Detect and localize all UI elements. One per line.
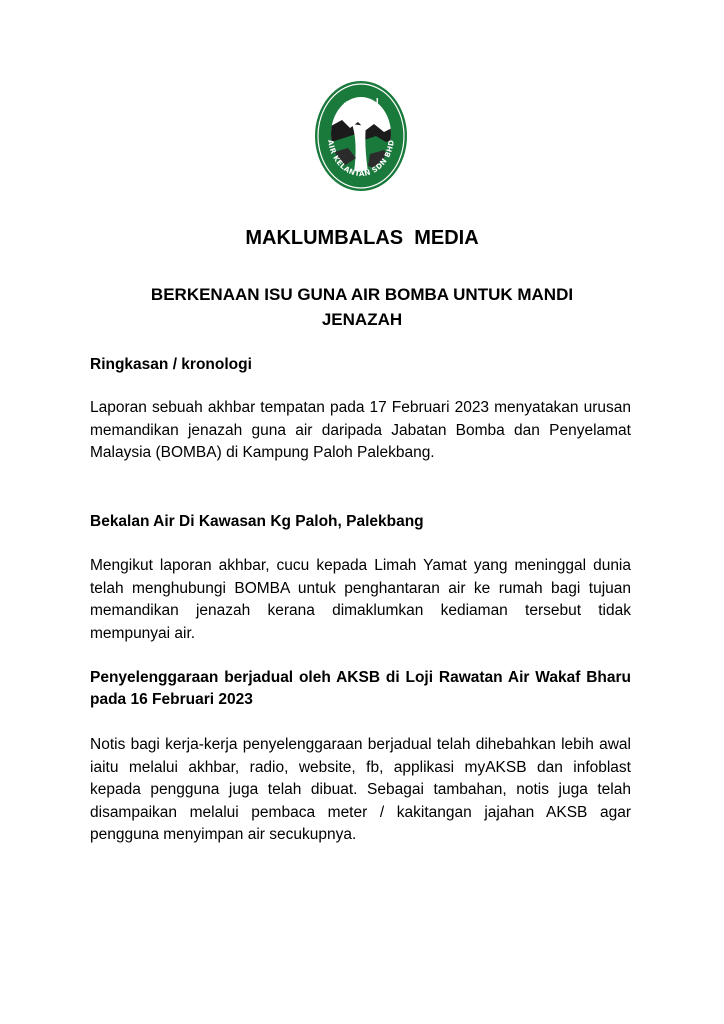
logo-arc-text: AIR KELANTAN SDN BHD xyxy=(326,139,396,179)
document-subtitle: BERKENAAN ISU GUNA AIR BOMBA UNTUK MANDI JENAZAH xyxy=(150,285,574,329)
logo-emblem xyxy=(314,80,408,192)
air-kelantan-logo xyxy=(314,80,408,192)
section-heading-penyelenggaraan: Penyelenggaraan berjadual oleh AKSB di Loji Rawatan Air Wakaf Bharu pada 16 Februari 2023 xyxy=(90,669,631,708)
document-title: MAKLUMBALAS MEDIA xyxy=(245,227,479,249)
section-body-ringkasan: Laporan sebuah akhbar tempatan pada 17 Februari 2023 menyatakan urusan memandikan jenazah guna air daripada Jabatan Bomba dan Penyelamat Malaysia (BOMBA) di Kampung Paloh Palekbang. xyxy=(90,399,631,461)
section-heading-bekalan-air: Bekalan Air Di Kawasan Kg Paloh, Palekbang xyxy=(90,513,424,530)
section-body-bekalan-air: Mengikut laporan akhbar, cucu kepada Limah Yamat yang meninggal dunia telah menghubungi BOMBA untuk penghantaran air ke rumah bagi tujuan memandikan jenazah kerana dimaklumkan kediaman tersebut tidak mempunyai air. xyxy=(90,557,631,642)
logo-jawi-text: اير كلنتن xyxy=(343,97,379,106)
section-body-penyelenggaraan: Notis bagi kerja-kerja penyelenggaraan berjadual telah dihebahkan lebih awal iaitu melalui akhbar, radio, website, fb, applikasi myAKSB dan infoblast kepada pengguna juga telah dibuat. Sebagai tambahan, notis juga telah disampaikan melalui pembaca meter / kakitangan jajahan AKSB agar pengguna menyimpan air secukupnya. xyxy=(90,736,631,843)
section-heading-ringkasan: Ringkasan / kronologi xyxy=(90,356,252,373)
